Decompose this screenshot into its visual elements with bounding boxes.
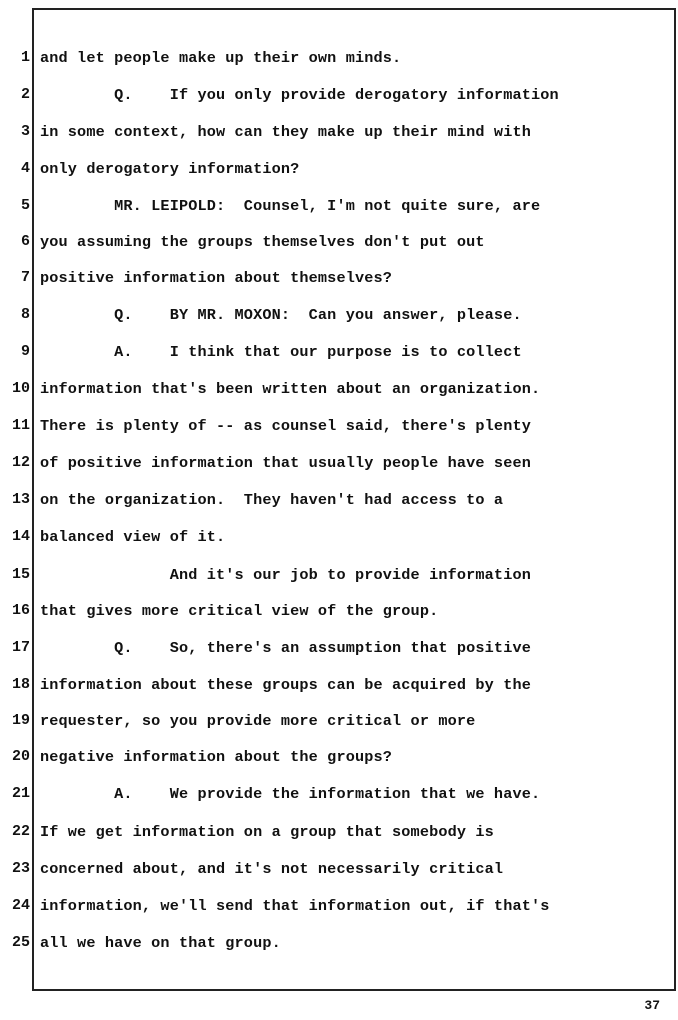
- transcript-line: balanced view of it.: [40, 528, 226, 546]
- transcript-line: There is plenty of -- as counsel said, there's plenty: [40, 417, 531, 435]
- transcript-line: requester, so you provide more critical or more: [40, 712, 476, 730]
- transcript-line: Q. If you only provide derogatory information: [40, 86, 559, 104]
- transcript-line: you assuming the groups themselves don't put out: [40, 233, 485, 251]
- line-number: 10: [11, 380, 30, 397]
- transcript-line: Q. So, there's an assumption that positive: [40, 639, 531, 657]
- line-number: 13: [11, 491, 30, 508]
- line-number: 4: [20, 160, 30, 177]
- line-number: 1: [20, 49, 30, 66]
- line-number: 19: [11, 712, 30, 729]
- line-number: 17: [11, 639, 30, 656]
- transcript-line: all we have on that group.: [40, 934, 281, 952]
- transcript-line: information that's been written about an organization.: [40, 380, 541, 398]
- line-number: 2: [20, 86, 30, 103]
- transcript-line: A. We provide the information that we have.: [40, 785, 541, 803]
- line-number: 7: [20, 269, 30, 286]
- line-number: 12: [11, 454, 30, 471]
- line-number: 18: [11, 676, 30, 693]
- transcript-line: only derogatory information?: [40, 160, 300, 178]
- page-number: 37: [644, 998, 660, 1013]
- line-number: 24: [11, 897, 30, 914]
- line-number: 6: [20, 233, 30, 250]
- transcript-line: information, we'll send that information out, if that's: [40, 897, 550, 915]
- line-number: 9: [20, 343, 30, 360]
- transcript-line: that gives more critical view of the group.: [40, 602, 439, 620]
- line-number: 22: [11, 823, 30, 840]
- line-number: 8: [20, 306, 30, 323]
- transcript-line: information about these groups can be acquired by the: [40, 676, 531, 694]
- transcript-line: MR. LEIPOLD: Counsel, I'm not quite sure, are: [40, 197, 541, 215]
- transcript-line: A. I think that our purpose is to collect: [40, 343, 522, 361]
- line-number: 3: [20, 123, 30, 140]
- line-number: 21: [11, 785, 30, 802]
- transcript-line: of positive information that usually people have seen: [40, 454, 531, 472]
- line-number: 23: [11, 860, 30, 877]
- line-number: 14: [11, 528, 30, 545]
- transcript-line: and let people make up their own minds.: [40, 49, 402, 67]
- line-number: 15: [11, 566, 30, 583]
- transcript-line: concerned about, and it's not necessarily critical: [40, 860, 504, 878]
- transcript-line: And it's our job to provide information: [40, 566, 531, 584]
- transcript-line: in some context, how can they make up their mind with: [40, 123, 531, 141]
- transcript-line: If we get information on a group that somebody is: [40, 823, 494, 841]
- line-number: 16: [11, 602, 30, 619]
- transcript-line: negative information about the groups?: [40, 748, 393, 766]
- transcript-line: positive information about themselves?: [40, 269, 393, 287]
- line-number: 20: [11, 748, 30, 765]
- line-number: 25: [11, 934, 30, 951]
- line-number: 5: [20, 197, 30, 214]
- line-number: 11: [11, 417, 30, 434]
- transcript-line: Q. BY MR. MOXON: Can you answer, please.: [40, 306, 522, 324]
- transcript-line: on the organization. They haven't had access to a: [40, 491, 504, 509]
